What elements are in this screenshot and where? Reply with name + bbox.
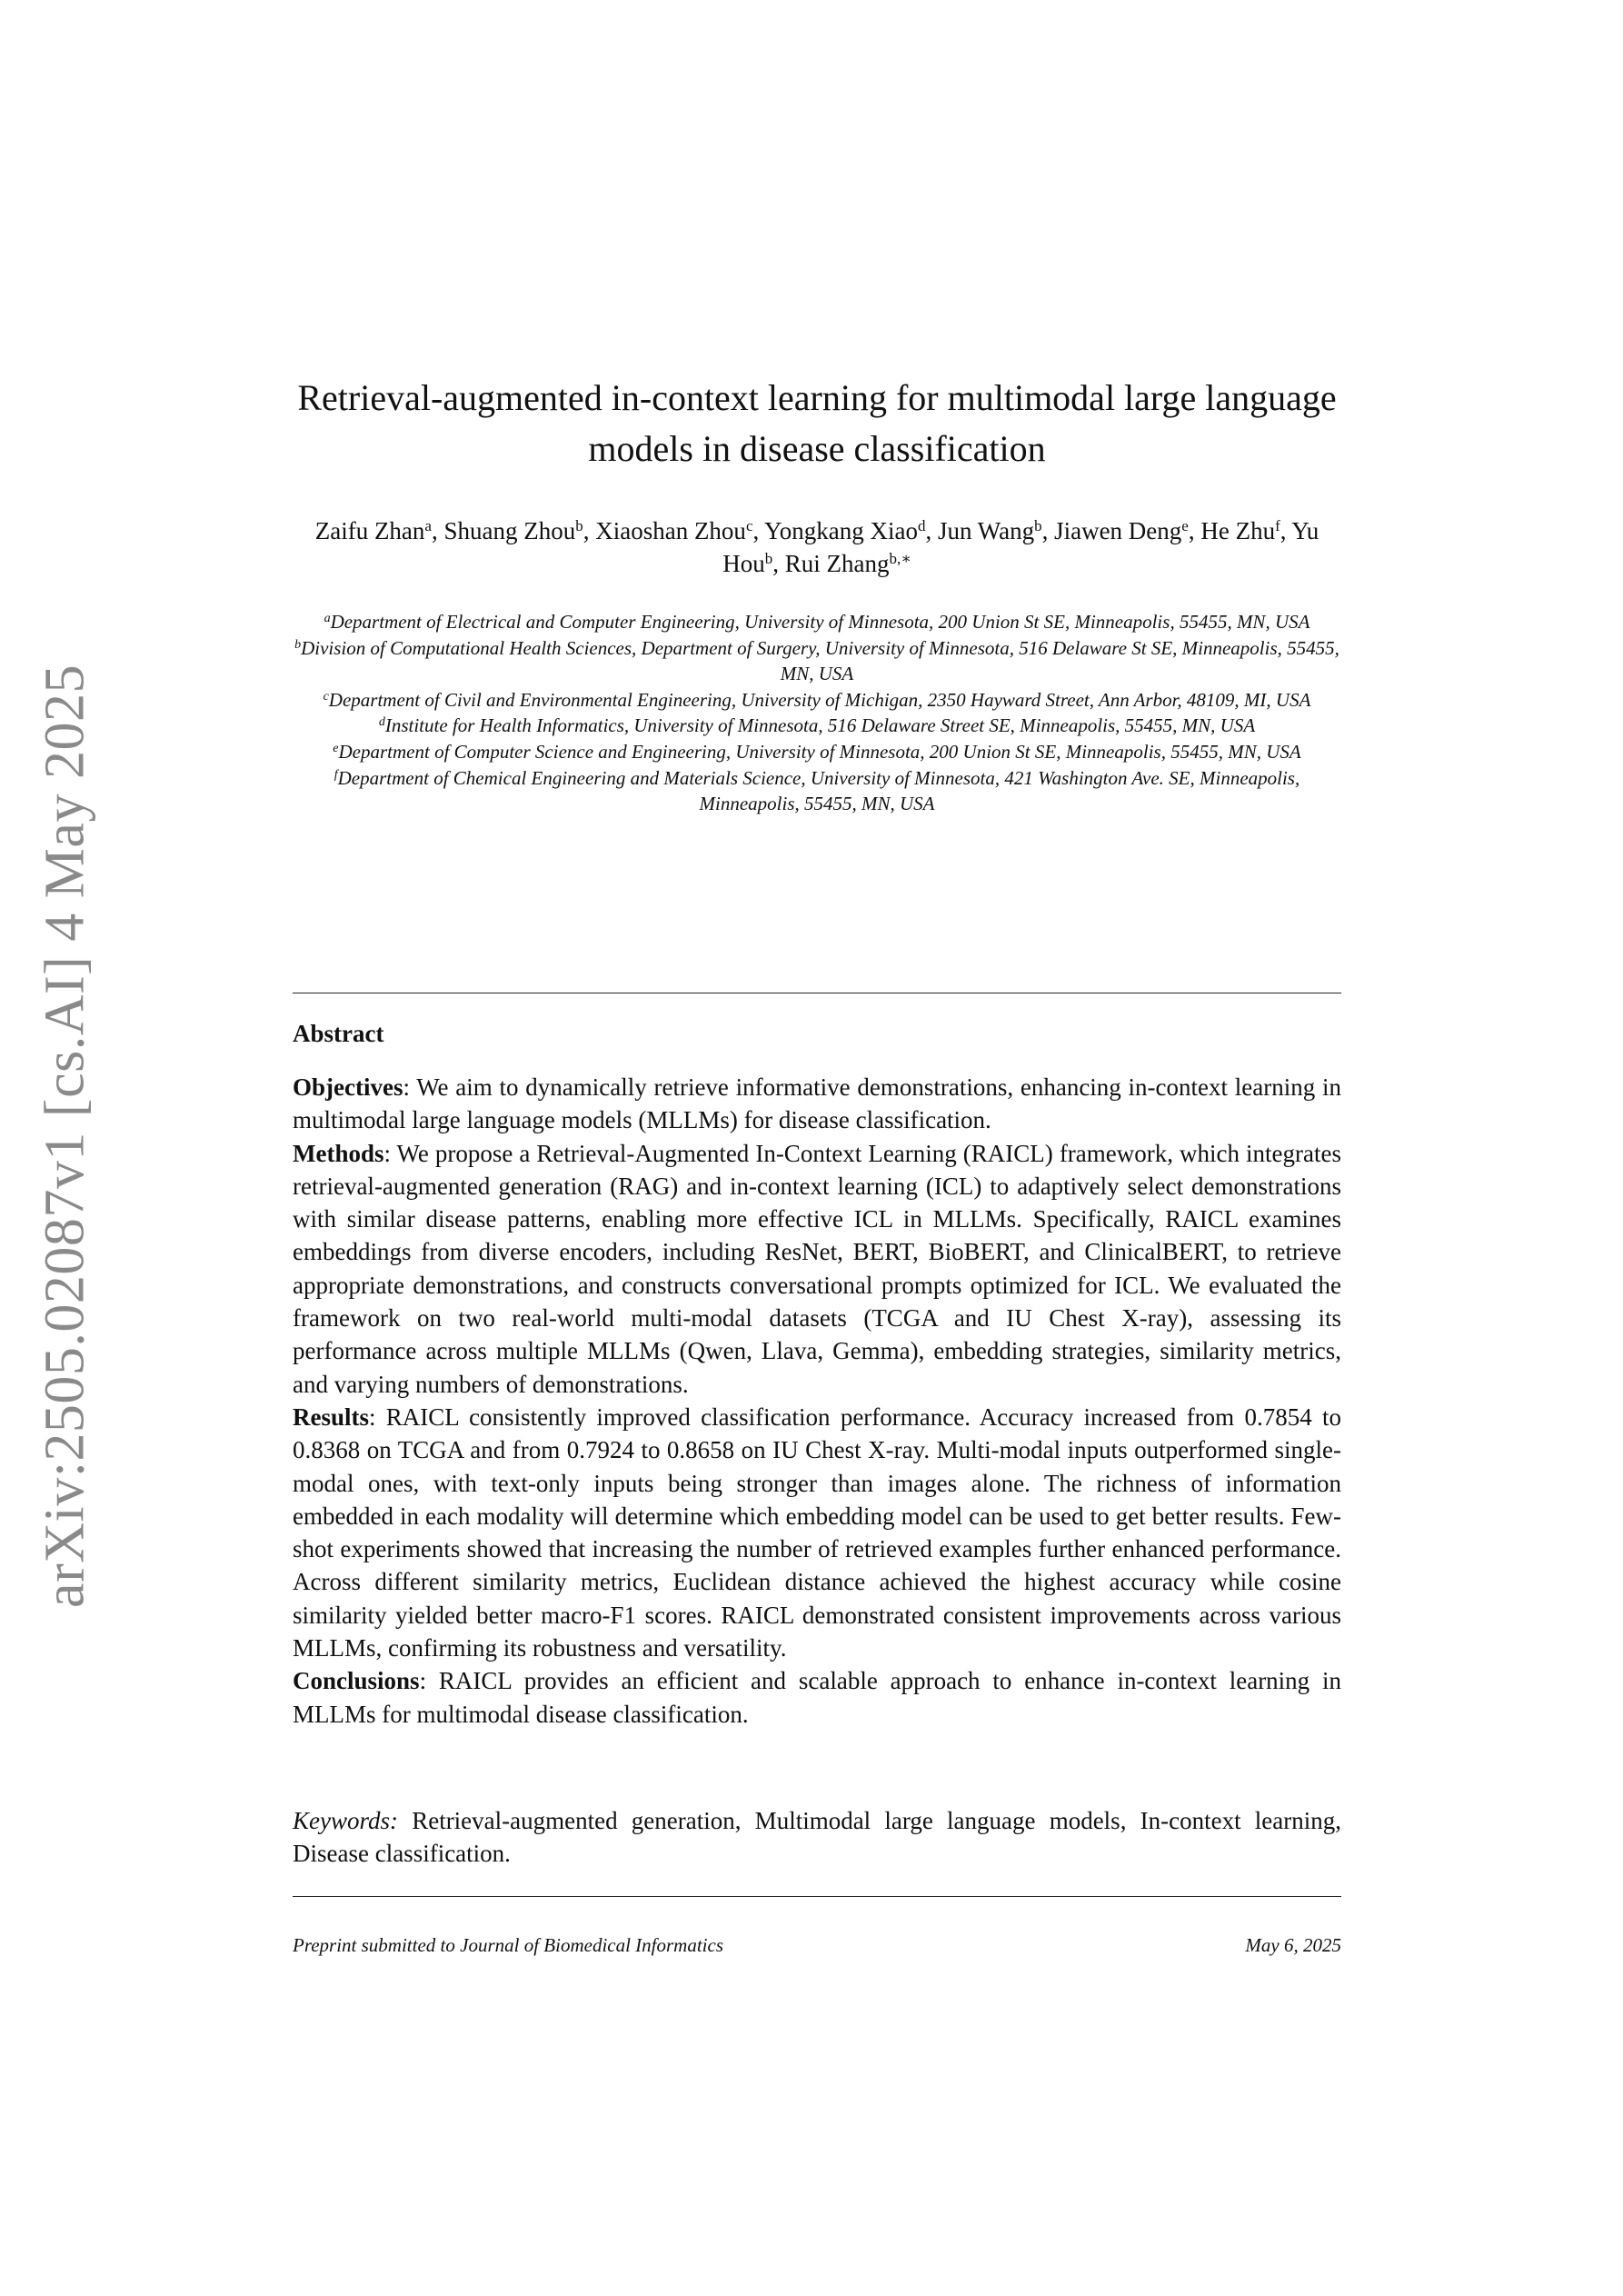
abstract-results <box>293 1401 1341 1664</box>
author: Jiawen Deng <box>1054 517 1182 544</box>
abstract-bottom-rule <box>293 1896 1341 1897</box>
affiliation-marker: d <box>378 715 385 730</box>
section-label: Conclusions <box>293 1667 420 1695</box>
keywords-label: Keywords: <box>293 1807 398 1834</box>
arxiv-identifier-stamp: arXiv:2505.02087v1 [cs.AI] 4 May 2025 <box>34 664 96 1608</box>
author-affiliation-marker: a <box>424 517 432 534</box>
affiliation-text: Institute for Health Informatics, University of Minnesota, 516 Delaware Street SE, Minneapolis, 55455, MN, USA <box>384 714 1256 737</box>
author-affiliation-marker: b <box>575 517 583 534</box>
author: Zaifu Zhan <box>314 517 425 544</box>
keywords <box>293 1804 1341 1870</box>
author: Yongkang Xiao <box>763 517 918 544</box>
affiliation <box>293 765 1341 817</box>
abstract-methods <box>293 1137 1341 1401</box>
author-list: Zaifu Zhan$^a$, Shuang Zhou$^b$, Xiaoshan Zhou$^c$, Yongkang Xiao$^d$, Jun Wang$^b$, Jiawen Deng$^e$, He Zhu$^f$, Yu Hou$^b$, Rui Zhang$^{b,∗}$ <box>314 517 1319 577</box>
author: Rui Zhang <box>784 550 890 577</box>
footer-date: May 6, 2025 <box>1245 1934 1341 1956</box>
author-affiliation-marker: b <box>764 550 773 567</box>
author-affiliation-marker: b,∗ <box>889 550 911 567</box>
author-affiliation-marker: e <box>1181 517 1189 534</box>
abstract-objectives <box>293 1071 1341 1137</box>
author: Shuang Zhou <box>443 517 576 544</box>
section-label: Results <box>293 1403 370 1431</box>
section-label: Objectives <box>293 1073 403 1101</box>
section-text: : We aim to dynamically retrieve informative demonstrations, enhancing in-context learning in multimodal large language models (MLLMs) for disease classification. <box>293 1073 1341 1134</box>
abstract-heading: Abstract <box>293 1020 384 1047</box>
section-text: : RAICL consistently improved classification performance. Accuracy increased from 0.7854 to 0.8368 on TCGA and from 0.7924 to 0.8658 on IU Chest X-ray. Multi-modal inputs outperformed single-modal ones, with text-only inputs being stronger than images alone. The richness of information embedded in each modality will determine which embedding model can be used to get better results. Few-shot experiments showed that increasing the number of retrieved examples further enhanced performance. Across different similarity metrics, Euclidean distance achieved the highest accuracy while cosine similarity yielded better macro-F1 scores. RAICL demonstrated consistent improvements across various MLLMs, confirming its robustness and versatility. <box>293 1403 1341 1662</box>
author: Jun Wang <box>938 517 1035 544</box>
author: Yu Hou <box>722 517 1319 577</box>
section-text: : RAICL provides an efficient and scalable approach to enhance in-context learning in MLLMs for multimodal disease classification. <box>293 1667 1341 1728</box>
author-affiliation-marker: f <box>1275 517 1280 534</box>
affiliation <box>293 713 1341 739</box>
footer-journal: Preprint submitted to Journal of Biomedical Informatics <box>293 1934 724 1956</box>
affiliation <box>293 609 1341 635</box>
affiliation-text: Department of Electrical and Computer Engineering, University of Minnesota, 200 Union St SE, Minneapolis, 55455, MN, USA <box>330 611 1310 633</box>
author: Xiaoshan Zhou <box>595 517 746 544</box>
affiliation-text: Department of Computer Science and Engineering, University of Minnesota, 200 Union St SE, Minneapolis, 55455, MN, USA <box>338 740 1301 763</box>
affiliation-marker: b <box>294 637 302 652</box>
author: He Zhu <box>1200 517 1276 544</box>
author-affiliation-marker: d <box>918 517 926 534</box>
affiliation <box>293 739 1341 765</box>
author-affiliation-marker: c <box>745 517 753 534</box>
affiliation-marker: c <box>323 689 329 704</box>
affiliation-list <box>293 609 1341 817</box>
affiliation <box>293 687 1341 714</box>
affiliation <box>293 635 1341 687</box>
preprint-footer <box>293 1934 1341 1957</box>
affiliation-text: Division of Computational Health Sciences, Department of Surgery, University of Minnesota, 516 Delaware St SE, Minneapolis, 55455, MN, USA <box>301 636 1339 685</box>
affiliation-text: Department of Chemical Engineering and Materials Science, University of Minnesota, 421 Washington Ave. SE, Minneapolis, Minneapolis, 55455, MN, USA <box>337 766 1300 815</box>
affiliation-marker: f <box>334 767 338 782</box>
affiliation-marker: e <box>333 741 339 755</box>
affiliation-text: Department of Civil and Environmental Engineering, University of Michigan, 2350 Hayward Street, Ann Arbor, 48109, MI, USA <box>328 688 1311 711</box>
author-affiliation-marker: b <box>1034 517 1042 534</box>
section-label: Methods <box>293 1139 384 1167</box>
keywords-text: Retrieval-augmented generation, Multimodal large language models, In-context learning, Disease classification. <box>293 1807 1341 1867</box>
abstract-body <box>293 1071 1341 1731</box>
abstract-conclusions <box>293 1664 1341 1731</box>
affiliation-marker: a <box>324 612 331 625</box>
paper-title: Retrieval-augmented in-context learning for multimodal large language models in disease classification <box>297 377 1337 469</box>
section-text: : We propose a Retrieval-Augmented In-Context Learning (RAICL) framework, which integrates retrieval-augmented generation (RAG) and in-context learning (ICL) to adaptively select demonstrations with similar disease patterns, enabling more effective ICL in MLLMs. Specifically, RAICL examines embeddings from diverse encoders, including ResNet, BERT, BioBERT, and ClinicalBERT, to retrieve appropriate demonstrations, and constructs conversational prompts optimized for ICL. We evaluated the framework on two real-world multi-modal datasets (TCGA and IU Chest X-ray), assessing its performance across multiple MLLMs (Qwen, Llava, Gemma), embedding strategies, similarity metrics, and varying numbers of demonstrations. <box>293 1139 1341 1398</box>
